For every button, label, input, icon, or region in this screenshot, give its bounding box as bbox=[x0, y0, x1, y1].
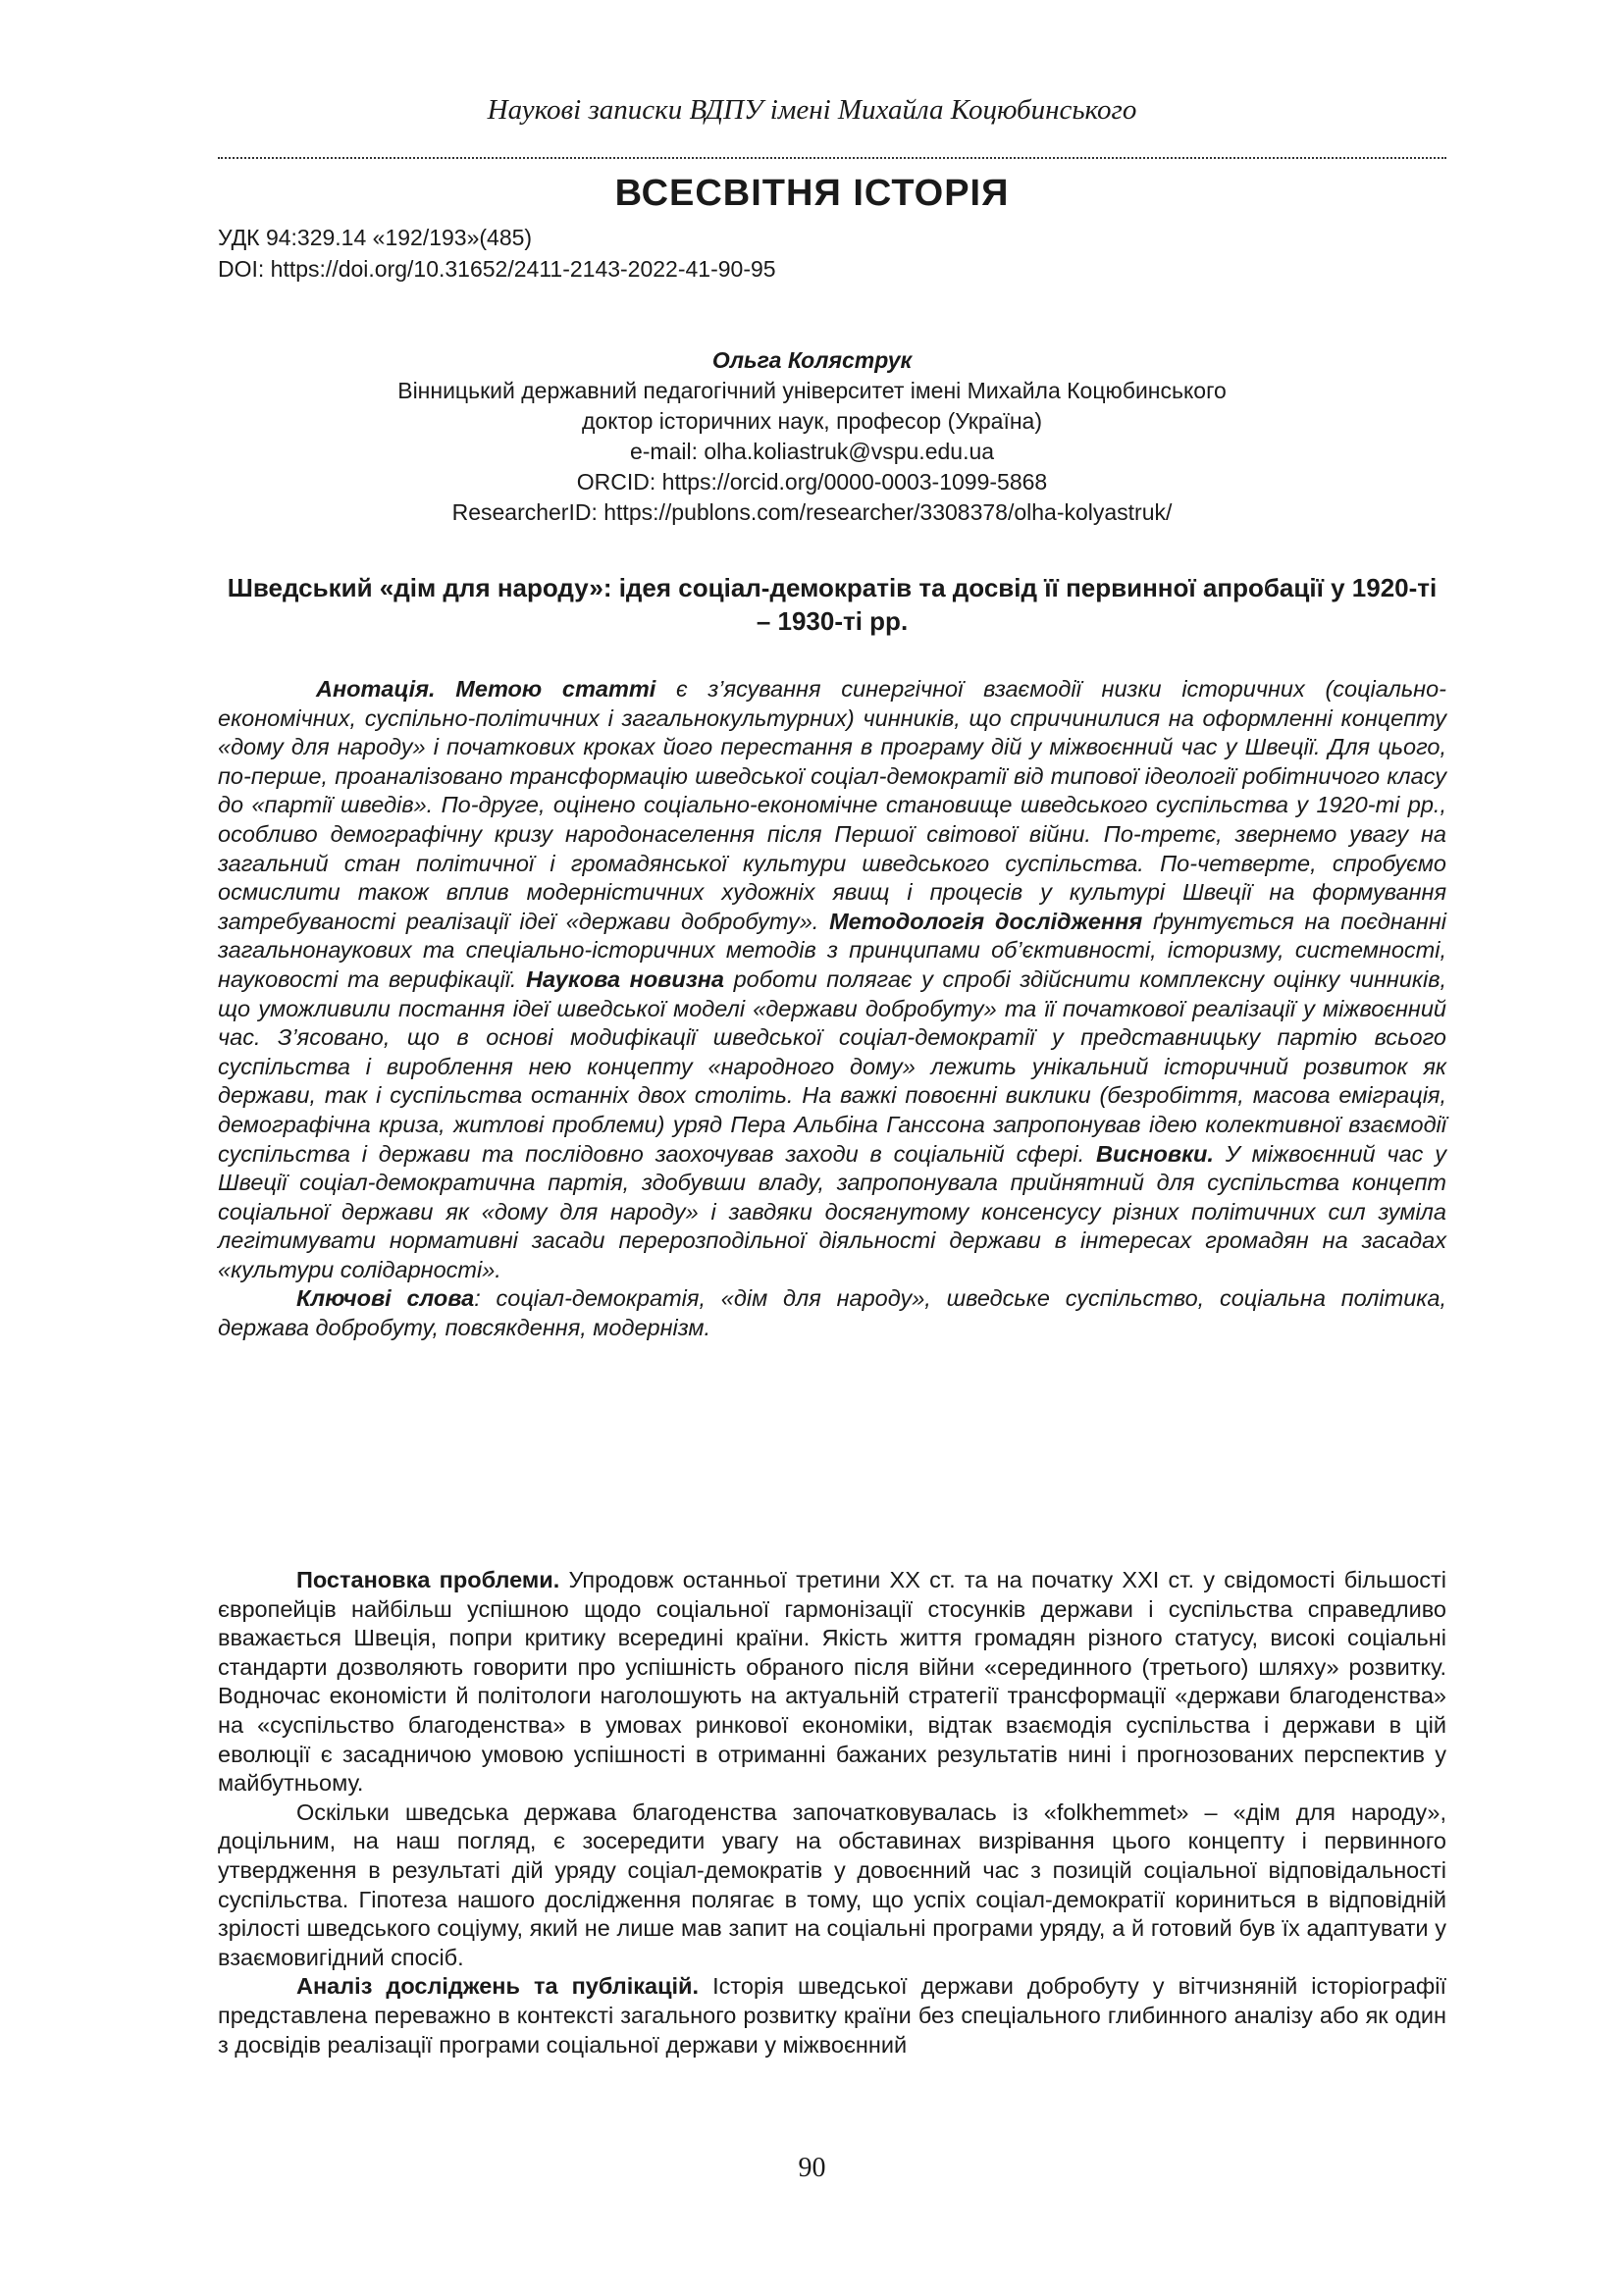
conclusions-label: Висновки. bbox=[1095, 1140, 1214, 1167]
review-text: Історія шведської держави добробуту у вітчизняній історіографії представлена переважно в контексті загального розвитку країни без спеціального глибинного аналізу або як один з досвідів реалізації програми соціальної держави у міжвоєнний bbox=[218, 1973, 1446, 2058]
journal-header: Наукові записки ВДПУ імені Михайла Коцюбинського bbox=[487, 94, 1137, 126]
header-divider bbox=[218, 157, 1446, 159]
body-paragraph-hypothesis bbox=[218, 1799, 1446, 1973]
author-email[interactable]: e-mail: olha.koliastruk@vspu.edu.ua bbox=[629, 439, 995, 464]
novelty-text: роботи полягає у спробі здійснити комплексну оцінку чинників, що уможливили постання ідеї шведської моделі «держави добробуту» та її початкової реалізації у міжвоєнний час. З’ясовано, що в основі модифікації шведської соціал-демократії у представницьку партію всього суспільства і вироблення нею концепту «народного дому» лежить унікальний історичний розвиток як держави, так і суспільства останніх двох століть. На важкі повоєнні виклики (безробіття, масова еміграція, демографічна криза, житлові проблеми) уряд Пера Альбіна Ганссона запропонував ідею колективної взаємодії суспільства і держави та послідовно заохочував заходи в соціальній сфері. bbox=[218, 965, 1447, 1167]
author-degree: доктор історичних наук, професор (Україна) bbox=[581, 408, 1042, 434]
body-paragraph-problem bbox=[218, 1566, 1446, 1799]
keywords-label: Ключові слова bbox=[296, 1285, 475, 1312]
author-orcid[interactable]: ORCID: https://orcid.org/0000-0003-1099-5868 bbox=[576, 469, 1048, 495]
author-affiliation: Вінницький державний педагогічний університет імені Михайла Коцюбинського bbox=[397, 378, 1227, 403]
body-paragraph-review bbox=[218, 1972, 1446, 2059]
hypothesis-text: Оскільки шведська держава благоденства започатковувалась із «folkhemmet» – «дім для народу», доцільним, на наш погляд, є зосередити увагу на обставинах визрівання цього концепту і первинного утвердження в результаті дій уряду соціал-демократів у довоєнний час з позицій соціальної відповідальності суспільства. Гіпотеза нашого дослідження полягає в тому, що успіх соціал-демократії кориниться в відповідній зрілості шведського соціуму, який не лише мав запит на соціальні програми уряду, а й готовий був їх адаптувати у взаємовигідний спосіб. bbox=[218, 1799, 1446, 1970]
author-name: Ольга Коляструк bbox=[711, 347, 913, 373]
review-label: Аналіз досліджень та публікацій. bbox=[296, 1973, 700, 2000]
section-title: ВСЕСВІТНЯ ІСТОРІЯ bbox=[614, 173, 1010, 214]
keywords-paragraph bbox=[218, 1284, 1446, 1342]
article-body bbox=[218, 1566, 1446, 2059]
doi-link[interactable]: DOI: https://doi.org/10.31652/2411-2143-2022-41-90-95 bbox=[218, 256, 776, 282]
abstract-paragraph bbox=[218, 675, 1446, 1284]
novelty-label: Наукова новизна bbox=[526, 965, 724, 992]
conclusions-text: У міжвоєнний час у Швеції соціал-демократична партія, здобувши владу, запропонувала прийнятний для суспільства концепт соціальної держави як «дому для народу» і завдяки досягнутому консенсусу різних політичних сил зуміла легітимувати нормативні засади перерозподільної діяльності держави в інтересах громадян на засадах «культури солідарності». bbox=[218, 1140, 1446, 1282]
aim-label: Метою статті bbox=[455, 676, 656, 702]
methodology-text: ґрунтується на поєднанні загальнонаукових та спеціально-історичних методів з принципами об’єктивності, історизму, системності, науковості та верифікації. bbox=[218, 908, 1446, 992]
problem-label: Постановка проблеми. bbox=[296, 1567, 560, 1592]
abstract bbox=[218, 675, 1446, 1343]
author-researcher-id[interactable]: ResearcherID: https://publons.com/researcher/3308378/olha-kolyastruk/ bbox=[451, 499, 1173, 525]
abstract-label: Анотація. bbox=[316, 676, 436, 702]
aim-text: є з’ясування синергічної взаємодії низки історичних (соціально-економічних, суспільно-політичних і загальнокультурних) чинників, що спричинилися на оформленні концепту «дому для народу» і початкових кроках його перестання в програму дій у міжвоєнний час у Швеції. Для цього, по-перше, проаналізовано трансформацію шведської соціал-демократії від типової ідеології робітничого класу до «партії шведів». По-друге, оцінено соціально-економічне становище шведського суспільства у 1920-ті рр., особливо демографічну кризу народонаселення після Першої світової війни. По-третє, звернемо увагу на загальний стан політичної і громадянської культури шведського суспільства. По-четверте, спробуємо осмислити також вплив модерністичних художніх явищ і процесів у культурі Швеції на формування затребуваності реалізації ідеї «держави добробуту». bbox=[218, 676, 1447, 934]
udk-code: УДК 94:329.14 «192/193»(485) bbox=[218, 225, 533, 250]
keywords-text: : соціал-демократія, «дім для народу», шведське суспільство, соціальна політика, держава добробуту, повсякдення, модернізм. bbox=[218, 1285, 1446, 1341]
problem-text: Упродовж останньої третини ХХ ст. та на початку ХХІ ст. у свідомості більшості європейців найбільш успішною щодо соціальної гармонізації стосунків держави і суспільства справедливо вважається Швеція, попри критику всередині країни. Якість життя громадян різного статусу, високі соціальні стандарти дозволяють говорити про успішність обраного після війни «серединного (третього) шляху» розвитку. Водночас економісти й політологи наголошують на актуальній стратегії трансформації «держави благоденства» на «суспільство благоденства» в умовах ринкової економіки, відтак взаємодія суспільства і держави в цій еволюції є засадничою умовою успішності в отриманні бажаних результатів нині і прогнозованих перспектив у майбутньому. bbox=[218, 1567, 1446, 1797]
author-block bbox=[0, 345, 1624, 528]
article-title: Шведський «дім для народу»: ідея соціал-демократів та досвід її первинної апробації у 1920-ті – 1930-ті рр. bbox=[227, 573, 1438, 636]
methodology-label: Методологія дослідження bbox=[829, 908, 1143, 934]
page-number: 90 bbox=[798, 2153, 826, 2183]
